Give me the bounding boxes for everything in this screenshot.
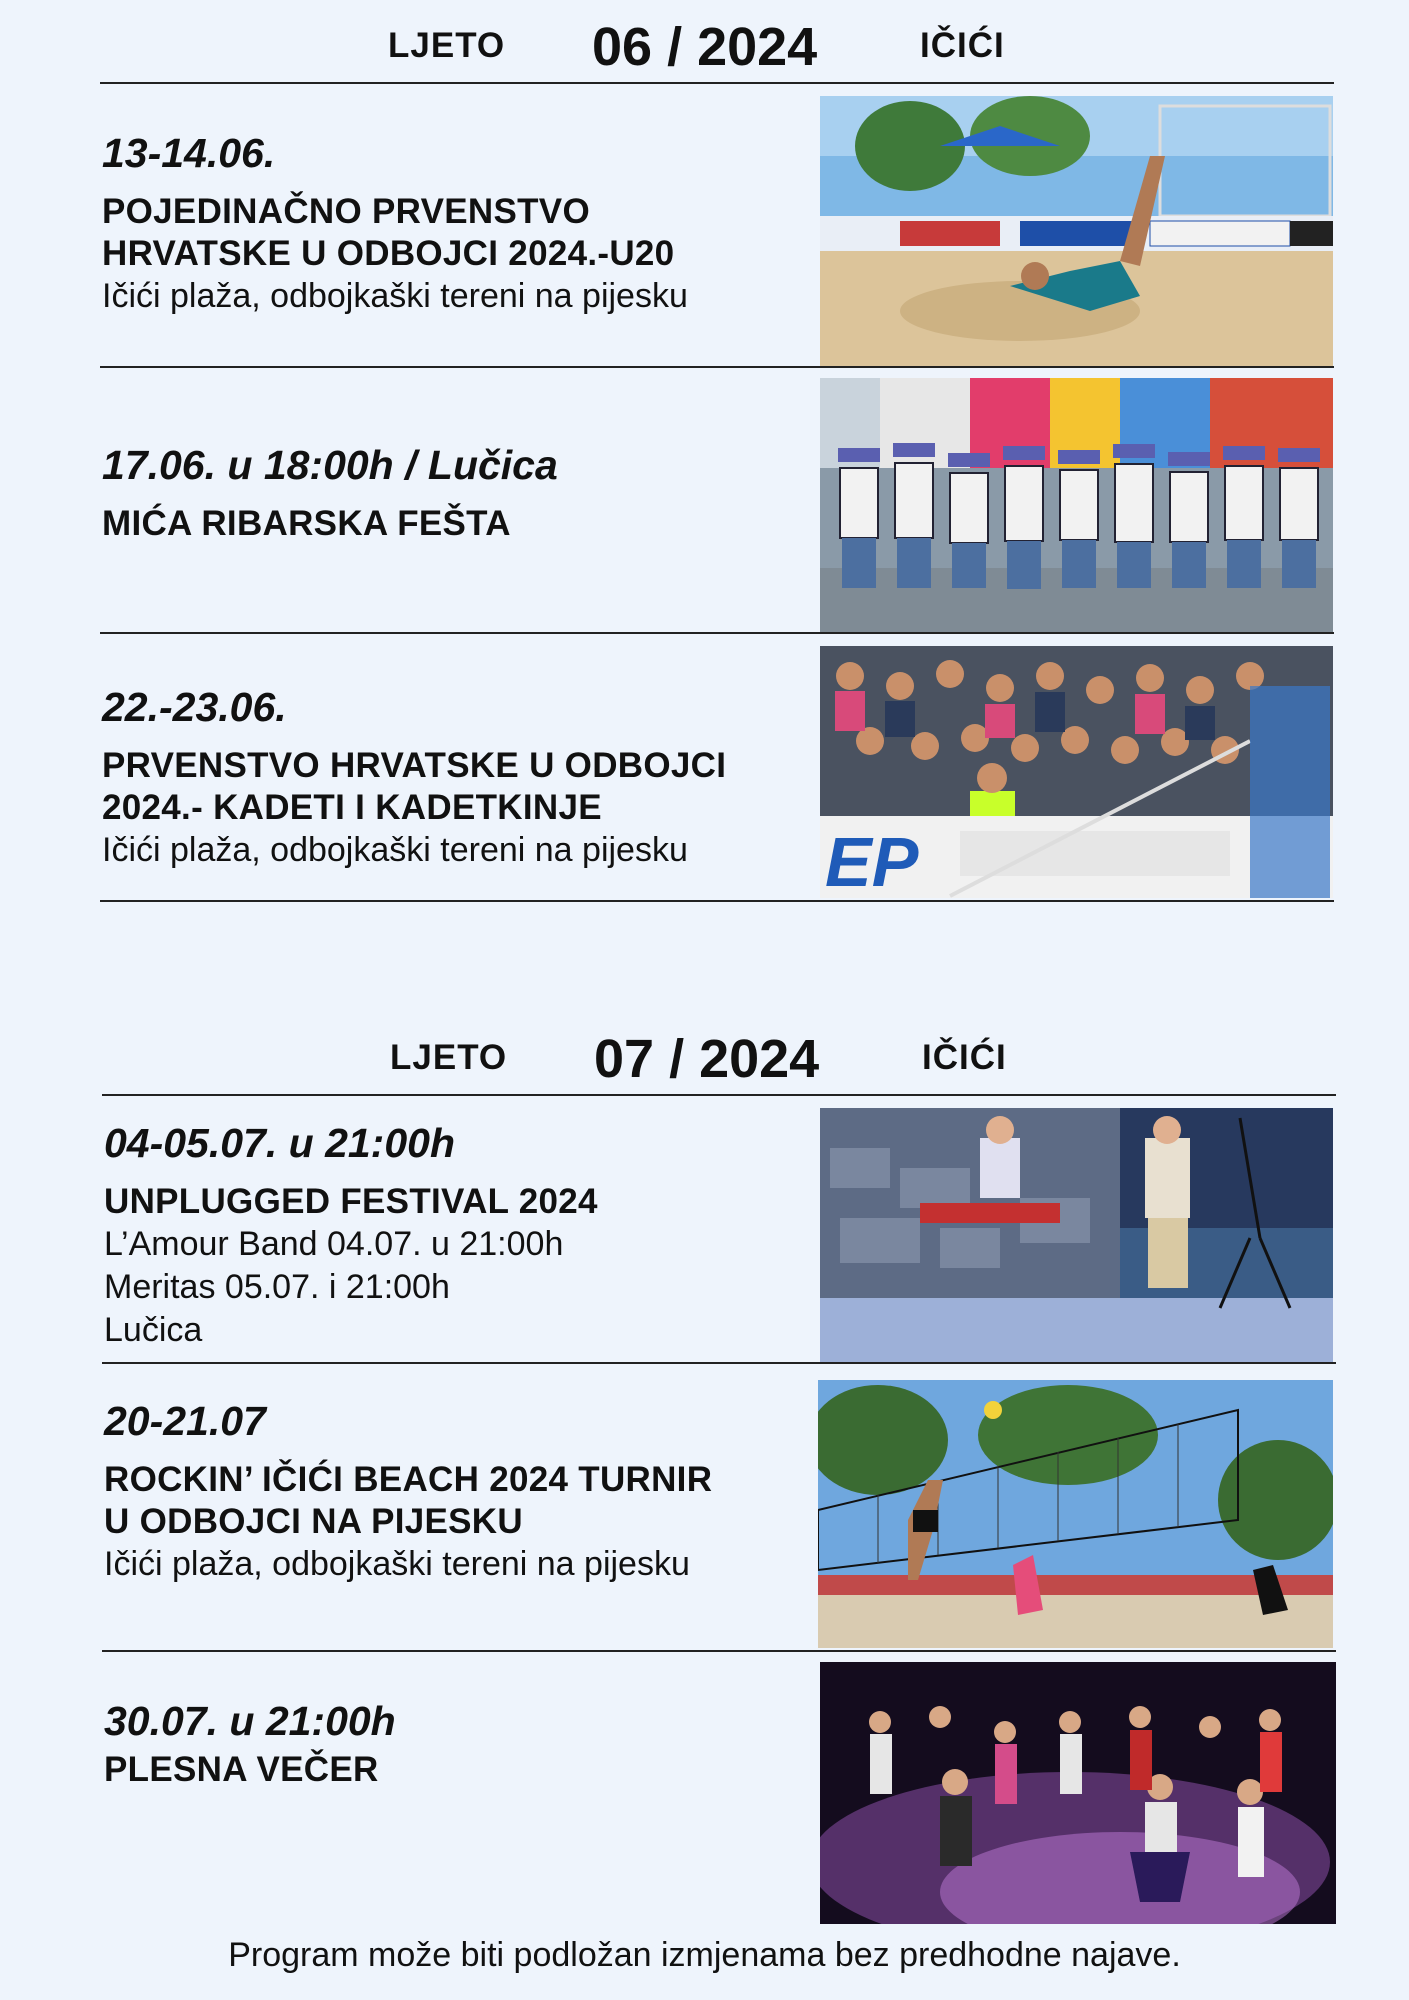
event-2-divider [100, 632, 1334, 634]
event-4-title-line-1: UNPLUGGED FESTIVAL 2024 [104, 1182, 598, 1221]
section-2-season: LJETO [390, 1038, 508, 1077]
event-5-divider [102, 1650, 1336, 1652]
event-2-date: 17.06. u 18:00h / Lučica [102, 442, 558, 488]
event-3-date: 22.-23.06. [102, 684, 287, 730]
event-5-location: Ičići plaža, odbojkaški tereni na pijesku [104, 1545, 690, 1583]
event-4-divider [102, 1362, 1336, 1364]
event-3-title-line-1: PRVENSTVO HRVATSKE U ODBOJCI [102, 746, 727, 785]
event-4-detail-2: Meritas 05.07. i 21:00h [104, 1268, 450, 1306]
event-4-detail-1: L’Amour Band 04.07. u 21:00h [104, 1225, 564, 1263]
event-4-detail-3: Lučica [104, 1311, 203, 1349]
event-3-location: Ičići plaža, odbojkaški tereni na pijesku [102, 831, 688, 869]
section-2-month: 07 / 2024 [594, 1029, 820, 1089]
event-6-date: 30.07. u 21:00h [104, 1698, 396, 1744]
section-1-place: IČIĆI [920, 26, 1005, 65]
section-1-header-rule [100, 82, 1334, 84]
event-5 [104, 1398, 804, 1586]
event-1 [102, 130, 802, 318]
event-2 [102, 442, 802, 545]
event-5-photo-beach-volleyball-match [818, 1380, 1333, 1648]
section-2-place: IČIĆI [922, 1038, 1007, 1077]
event-3-divider [100, 900, 1334, 902]
section-2-header-rule [102, 1094, 1336, 1096]
event-2-title-line-1: MIĆA RIBARSKA FEŠTA [102, 504, 511, 543]
section-1-month: 06 / 2024 [592, 17, 818, 77]
section-1-season: LJETO [388, 26, 506, 65]
event-3-photo-volleyball-crowd [820, 646, 1333, 898]
event-1-location: Ičići plaža, odbojkaški tereni na pijesku [102, 277, 688, 315]
event-1-divider [100, 366, 1334, 368]
event-5-title-line-2: U ODBOJCI NA PIJESKU [104, 1502, 523, 1541]
svg-text:EP: EP [825, 823, 919, 898]
event-6-photo-dance-evening [820, 1662, 1336, 1924]
event-1-date: 13-14.06. [102, 130, 276, 176]
event-3 [102, 684, 802, 872]
footer-note: Program može biti podložan izmjenama bez predhodne najave. [228, 1936, 1181, 1974]
event-4-photo-unplugged-band [820, 1108, 1333, 1362]
event-1-photo-beach-volleyball [820, 96, 1333, 366]
event-5-title-line-1: ROCKIN’ IČIĆI BEACH 2024 TURNIR [104, 1460, 713, 1499]
event-4 [104, 1120, 804, 1352]
event-5-date: 20-21.07 [104, 1398, 266, 1444]
event-3-title-line-2: 2024.- KADETI I KADETKINJE [102, 788, 602, 827]
event-4-date: 04-05.07. u 21:00h [104, 1120, 455, 1166]
event-6 [104, 1698, 804, 1791]
event-6-title-line-1: PLESNA VEČER [104, 1750, 379, 1789]
event-1-title-line-2: HRVATSKE U ODBOJCI 2024.-U20 [102, 234, 675, 273]
event-1-title-line-1: POJEDINAČNO PRVENSTVO [102, 192, 590, 231]
event-2-photo-children-fishing-fest [820, 378, 1333, 633]
